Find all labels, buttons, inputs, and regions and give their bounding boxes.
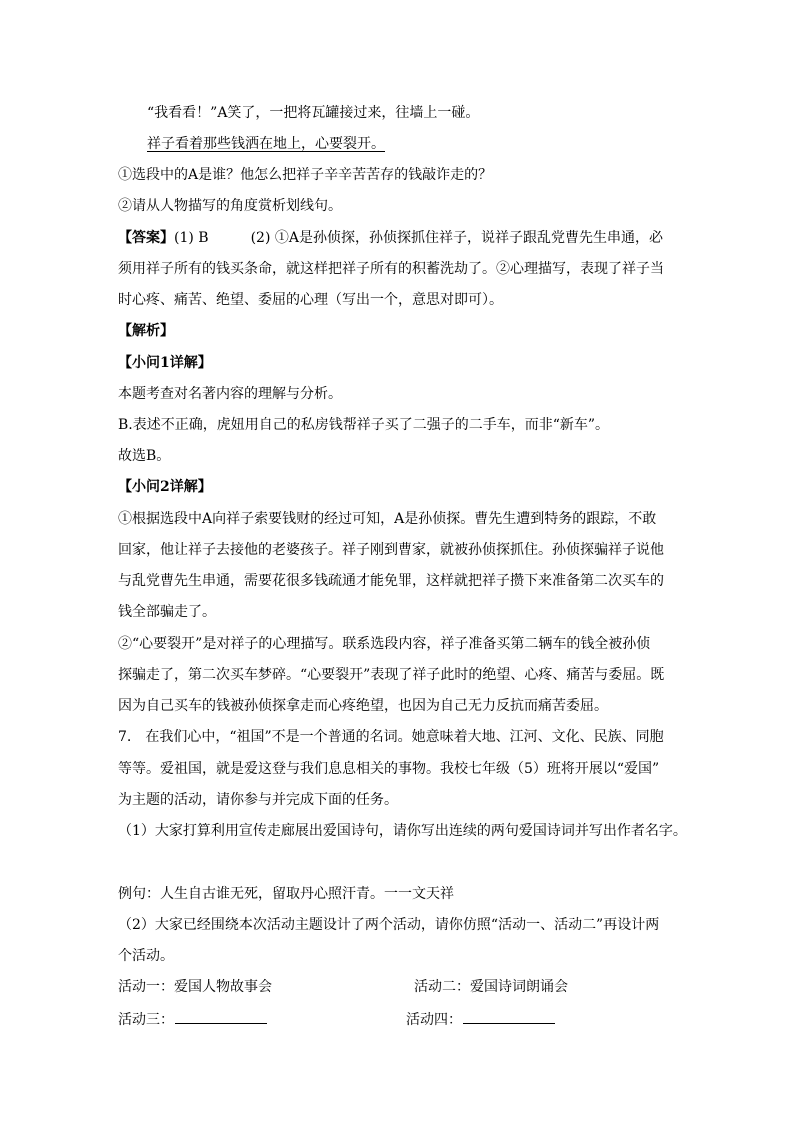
sub2-line: 钱全部骗走了。	[118, 604, 216, 620]
quote-line-1: “我看看！”A笑了，一把将瓦罐接过来，往墙上一碰。	[147, 105, 480, 121]
sub2-line: 回家，他让祥子去接他的老婆孩子。祥子刚到曹家，就被孙侦探抓住。孙侦探骗祥子说他	[118, 542, 664, 558]
answer-line-3: 时心疼、痛苦、绝望、委屈的心理（写出一个，意思对即可）。	[118, 292, 503, 308]
sub2-line: ①根据选段中A向祥子索要钱财的经过可知，A是孙侦探。曹先生遭到特务的跟踪，不敢	[118, 511, 657, 527]
q7-part1: （1）大家打算利用宣传走廊展出爱国诗句，请你写出连续的两句爱国诗词并写出作者名字。	[118, 823, 687, 839]
activity-3-blank[interactable]	[175, 1009, 267, 1024]
answer-line-1	[118, 228, 663, 248]
activity-3-label: 活动三：	[118, 1012, 174, 1028]
q7-line: 等等。爱祖国，就是爱这登与我们息息相关的事物。我校七年级（5）班将开展以“爱国”	[118, 761, 660, 777]
analysis-label: 【解析】	[118, 323, 174, 339]
activity-3	[118, 1009, 267, 1030]
sub1-line: B.表述不正确，虎妞用自己的私房钱帮祥子买了二强子的二手车，而非“新车”。	[118, 417, 610, 433]
q7-part2-line: （2）大家已经围绕本次活动主题设计了两个活动，请你仿照“活动一、活动二”再设计两	[118, 917, 660, 933]
activity-2: 活动二：爱国诗词朗诵会	[414, 979, 568, 995]
question-1: ①选段中的A是谁？他怎么把祥子辛辛苦苦存的钱敲诈走的？	[118, 167, 493, 183]
sub1-line: 本题考查对名著内容的理解与分析。	[118, 386, 342, 402]
answer-text-1: (1) B (2) ①A是孙侦探，孙侦探抓住祥子，说祥子跟乱党曹先生串通，必	[174, 230, 663, 246]
activity-4	[406, 1009, 555, 1030]
q7-line: 7. 在我们心中，“祖国”不是一个普通的名词。她意味着大地、江河、文化、民族、同胞	[118, 729, 664, 745]
example-sentence: 例句：人生自古谁无死，留取丹心照汗青。一一文天祥	[118, 886, 454, 902]
question-2: ②请从人物描写的角度赏析划线句。	[118, 198, 342, 214]
sub2-line: ②“心要裂开”是对祥子的心理描写。联系选段内容，祥子准备买第二辆车的钱全被孙侦	[118, 636, 651, 652]
q7-line: 为主题的活动，请你参与并完成下面的任务。	[118, 792, 398, 808]
activity-4-blank[interactable]	[463, 1009, 555, 1024]
sub-question-2-label: 【小问2详解】	[118, 479, 212, 495]
activity-1: 活动一：爱国人物故事会	[118, 979, 272, 995]
q7-part2-line: 个活动。	[118, 948, 174, 964]
answer-line-2: 须用祥子所有的钱买条命，就这样把祥子所有的积蓄洗劫了。②心理描写，表现了祥子当	[118, 261, 664, 277]
sub1-line: 故选B。	[118, 448, 171, 464]
sub-question-1-label: 【小问1详解】	[118, 355, 212, 371]
sub2-line: 与乱党曹先生串通，需要花很多钱疏通才能免罪，这样就把祥子攒下来准备第二次买车的	[118, 573, 664, 589]
activity-4-label: 活动四：	[406, 1012, 462, 1028]
sub2-line: 因为自己买车的钱被孙侦探拿走而心疼绝望，也因为自己无力反抗而痛苦委屈。	[118, 698, 608, 714]
underlined-quote-line: 祥子看着那些钱洒在地上，心要裂开。	[147, 136, 385, 152]
answer-label: 【答案】	[118, 230, 174, 246]
sub2-line: 探骗走了，第二次买车梦碎。“心要裂开”表现了祥子此时的绝望、心疼、痛苦与委屈。既	[118, 667, 665, 683]
